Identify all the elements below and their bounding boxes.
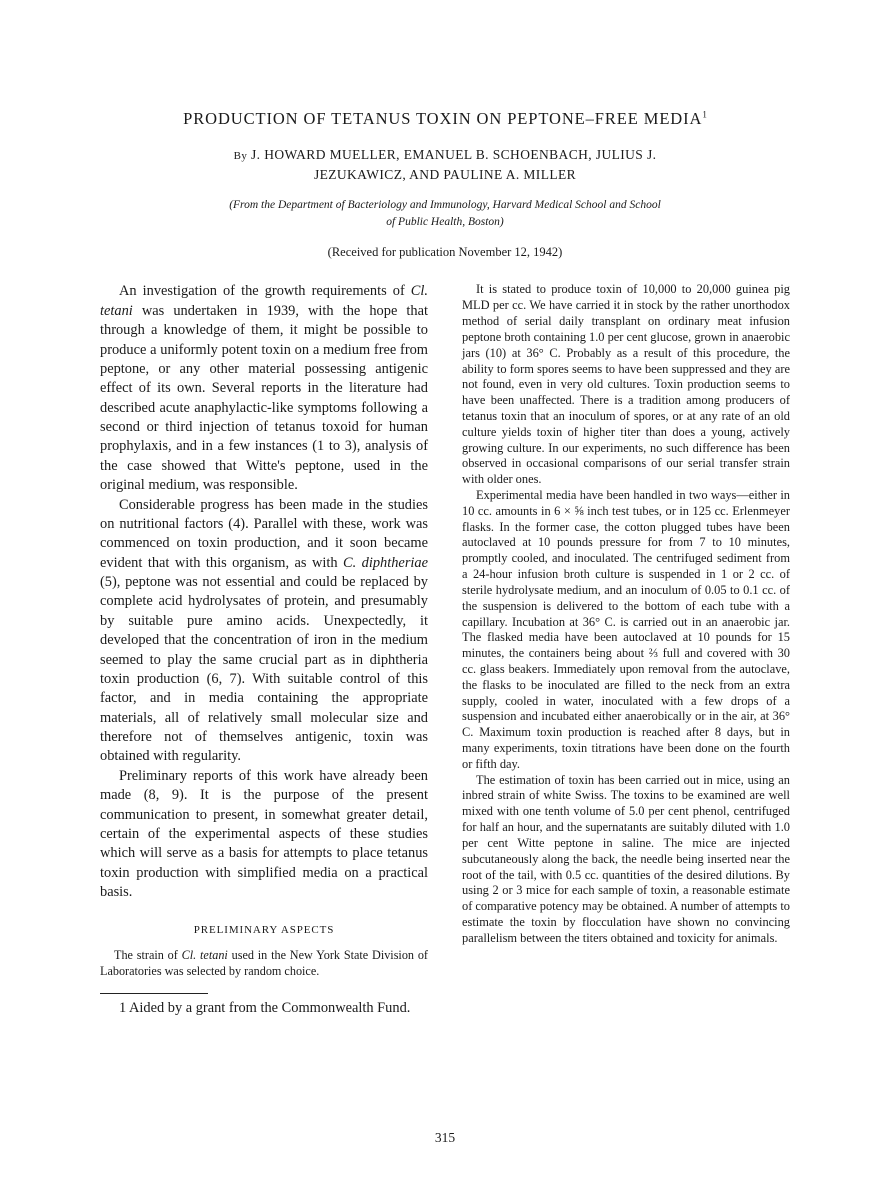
- byline-line-2: JEZUKAWICZ, AND PAULINE A. MILLER: [313, 167, 577, 183]
- footnote: 1 Aided by a grant from the Commonwealth Fund.: [119, 1000, 411, 1017]
- title-footnote-marker: 1: [702, 109, 707, 120]
- paragraph: Experimental media have been handled in two ways—either in 10 cc. amounts in 6 × ⅝ inch test tubes, or in 125 cc. Erlenmeyer flasks. In the former case, the cotton plugged tubes have been autoclaved at 10 pounds pressure for from 7 to 10 minutes, promptly cooled, and inoculated. The centrifuged sediment from a 24-hour infusion broth culture is suspended in 1 or 2 cc. of sterile hydrolysate medium, and an inoculum of 0.05 to 0.1 cc. of the suspension is delivered to the bottom of each tube with a capillary. Incubation at 36° C. is carried out in an anaerobic jar. The flasked media have been autoclaved at 10 pounds for 15 minutes, the containers being about ⅔ full and covered with 30 cc. glass beakers. Immediately upon removal from the autoclave, the flasks to be inoculated are filled to the neck from an extra supply, cooled in water, inoculated with a few drops of a suspension and incubated either anaerobically or in the air, at 36° C. Maximum toxin production is reached after 8 days, but in many experiments, toxin titrations have been done on the fourth or fifth day.: [462, 488, 790, 771]
- affiliation-line-1: (From the Department of Bacteriology and Immunology, Harvard Medical School and School: [229, 198, 661, 211]
- author-list-line-1: J. HOWARD MUELLER, EMANUEL B. SCHOENBACH, JULIUS J.: [251, 147, 657, 163]
- page-title: [100, 108, 790, 129]
- article-body: [100, 108, 790, 1019]
- page-number: 315: [434, 1130, 456, 1145]
- affiliation: [100, 197, 790, 232]
- right-column: [462, 282, 790, 1018]
- byline-line-1: [100, 145, 790, 165]
- byline: [100, 145, 790, 185]
- two-column-layout: [100, 282, 790, 1018]
- paragraph: An investigation of the growth requirements of Cl. tetani was undertaken in 1939, with the hope that through a knowledge of them, it might be possible to produce a uniformly potent toxin on a medium free from peptone, or any other material possessing antigenic effect of its own. Several reports in the literature had described acute anaphylactic-like symptoms following a second or third injection of tetanus toxoid for human prophylaxis, and in a few instances (1 to 3), analysis of the case showed that Witte's peptone, used in the original medium, was responsible.: [100, 283, 428, 494]
- paragraph: It is stated to produce toxin of 10,000 to 20,000 guinea pig MLD per cc. We have carried it in stock by the rather unorthodox method of serial daily transplant on ordinary meat infusion peptone broth containing 1.0 per cent glucose, grown in anaerobic jars (10) at 36° C. Probably as a result of this procedure, the ability to form spores seems to have been suppressed and they are not found, even in very old cultures. Toxin production seems to have been unaffected. There is a tradition among producers of tetanus toxin that an inoculum of spores, or at any rate of an old culture yields toxin of higher titer than does a young, actively growing culture. In our experiments, no such difference has been observed in occasional comparisons of our serial transfer strain with older ones.: [462, 282, 790, 487]
- received-date: (Received for publication November 12, 1942): [327, 245, 563, 260]
- title-text: PRODUCTION OF TETANUS TOXIN ON PEPTONE–FREE MEDIA: [183, 109, 703, 128]
- paragraph: Considerable progress has been made in the studies on nutritional factors (4). Parallel with these, work was commenced on toxin production, and it soon became evident that with this organism, as with C. diphtheriae (5), peptone was not essential and could be replaced by complete acid hydrolysates of protein, and presumably by suitable pure amino acids. Unexpectedly, it developed that the concentration of iron in the medium seemed to play the same crucial part as in diphtheria toxin production (6, 7). With suitable control of this factor, and in media containing the appropriate materials, all of relatively small molecular size and therefore not of themselves antigenic, toxin was obtained with regularity.: [100, 496, 429, 765]
- affiliation-line-2: of Public Health, Boston): [386, 216, 504, 229]
- section-heading: PRELIMINARY ASPECTS: [193, 924, 335, 937]
- paragraph: The strain of Cl. tetani used in the New York State Division of Laboratories was selected by random choice.: [100, 948, 428, 979]
- footnote-divider: [100, 993, 208, 994]
- left-column: [100, 282, 428, 1018]
- paragraph: The estimation of toxin has been carried out in mice, using an inbred strain of white Swiss. The toxins to be examined are well mixed with one tenth volume of 5.0 per cent phenol, centrifuged for half an hour, and the supernatants are suitably diluted with 1.0 per cent Witte peptone in saline. The mice are injected subcutaneously along the back, the needle being inserted near the root of the tail, with 0.5 cc. quantities of the desired dilutions. By using 2 or 3 mice for each sample of toxin, a reasonable estimate of comparative potency may be obtained. A number of attempts to estimate the toxin by flocculation have shown no convincing parallelism between the titers obtained and toxicity for animals.: [462, 772, 790, 945]
- byline-prefix: By: [233, 150, 248, 163]
- paragraph: Preliminary reports of this work have already been made (8, 9). It is the purpose of the present communication to present, in somewhat greater detail, certain of the experimental aspects of these studies which will serve as a basis for attempts to place tetanus toxin production with simplified media on a practical basis.: [100, 767, 428, 901]
